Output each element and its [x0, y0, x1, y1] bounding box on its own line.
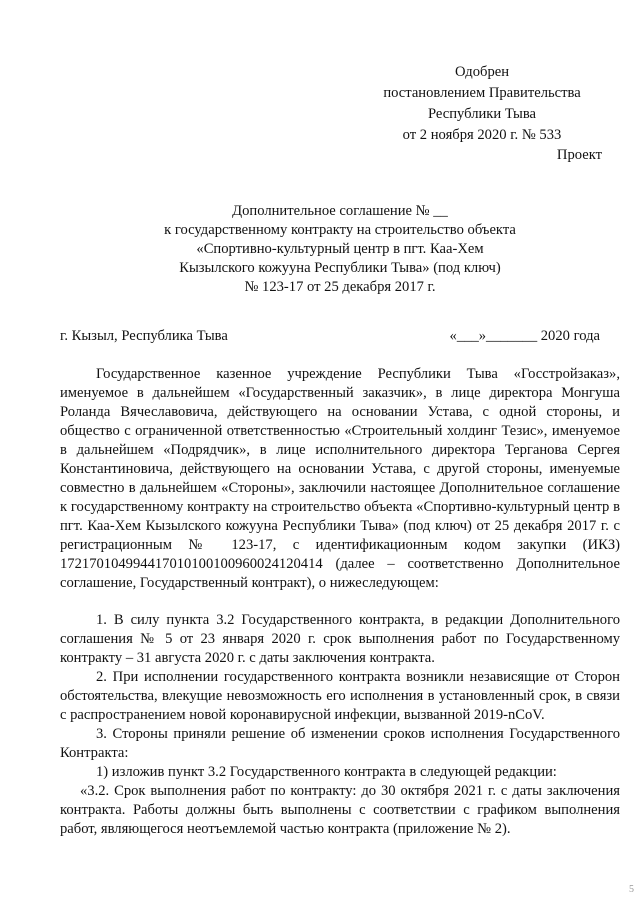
- approval-stamp: [362, 62, 602, 146]
- title-line: Дополнительное соглашение № __: [232, 203, 448, 219]
- clause-3-quote: «3.2. Срок выполнения работ по контракту: до 30 октября 2021 г. с даты заключения контракта. Работы должны быть выполнены с соответствии с графиком выполнения работ, являющегося неотъемлемой частью контракта (приложение № 2).: [60, 783, 620, 837]
- date: «___»_______ 2020 года: [449, 328, 600, 344]
- title-line: «Спортивно-культурный центр в пгт. Каа-Хем: [196, 241, 484, 257]
- title-line: к государственному контракту на строительство объекта: [164, 222, 516, 238]
- approval-line: Одобрен: [454, 64, 510, 80]
- place-date-row: [60, 327, 600, 346]
- preamble-paragraph: Государственное казенное учреждение Республики Тыва «Госстройзаказ», именуемое в дальнейшем «Государственный заказчик», в лице директора Монгуша Роланда Вячеславовича, действующего на основании Устава, с одной стороны, и общество с ограниченной ответственностью «Строительный холдинг Тезис», именуемое в дальнейшем «Подрядчик», в лице исполнительного директора Терганова Сергея Константиновича, действующего на основании Устава, с другой стороны, именуемые совместно в дальнейшем «Стороны», заключили настоящее Дополнительное соглашение к государственному контракту на строительство объекта «Спортивно-культурный центр в пгт. Каа-Хем Кызылского кожууна Республики Тыва» (под ключ) от 25 декабря 2017 г. с регистрационным № 123-17, с идентификационным кодом закупки (ИКЗ) 172170104994417010100100960024120414 (далее – соответственно Дополнительное соглашение, Государственный контракт), о нижеследующем:: [60, 366, 620, 591]
- clause-3: 3. Стороны приняли решение об изменении сроков исполнения Государственного Контракта:: [60, 726, 620, 761]
- project-label: Проект: [556, 147, 602, 163]
- approval-line: постановлением Правительства: [383, 85, 581, 101]
- clause-1: 1. В силу пункта 3.2 Государственного контракта, в редакции Дополнительного соглашения № 5 от 23 января 2020 г. срок выполнения работ по Государственному контракту – 31 августа 2020 г. с даты заключения контракта.: [60, 612, 620, 666]
- clause-2: 2. При исполнении государственного контракта возникли независящие от Сторон обстоятельства, влекущие невозможность его исполнения в установленный срок, в связи с распространением новой коронавирусной инфекции, вызванной 2019-nCoV.: [60, 669, 620, 723]
- title-line: Кызылского кожууна Республики Тыва» (под ключ): [179, 260, 501, 276]
- clause-3-item-1: 1) изложив пункт 3.2 Государственного контракта в следующей редакции:: [96, 764, 557, 780]
- document-title: [60, 202, 620, 297]
- page-number: 5: [629, 884, 634, 895]
- title-line: № 123-17 от 25 декабря 2017 г.: [244, 279, 436, 295]
- approval-line: Республики Тыва: [427, 106, 537, 122]
- place: г. Кызыл, Республика Тыва: [60, 328, 228, 344]
- document-body: [60, 365, 620, 839]
- approval-line: от 2 ноября 2020 г. № 533: [402, 127, 562, 143]
